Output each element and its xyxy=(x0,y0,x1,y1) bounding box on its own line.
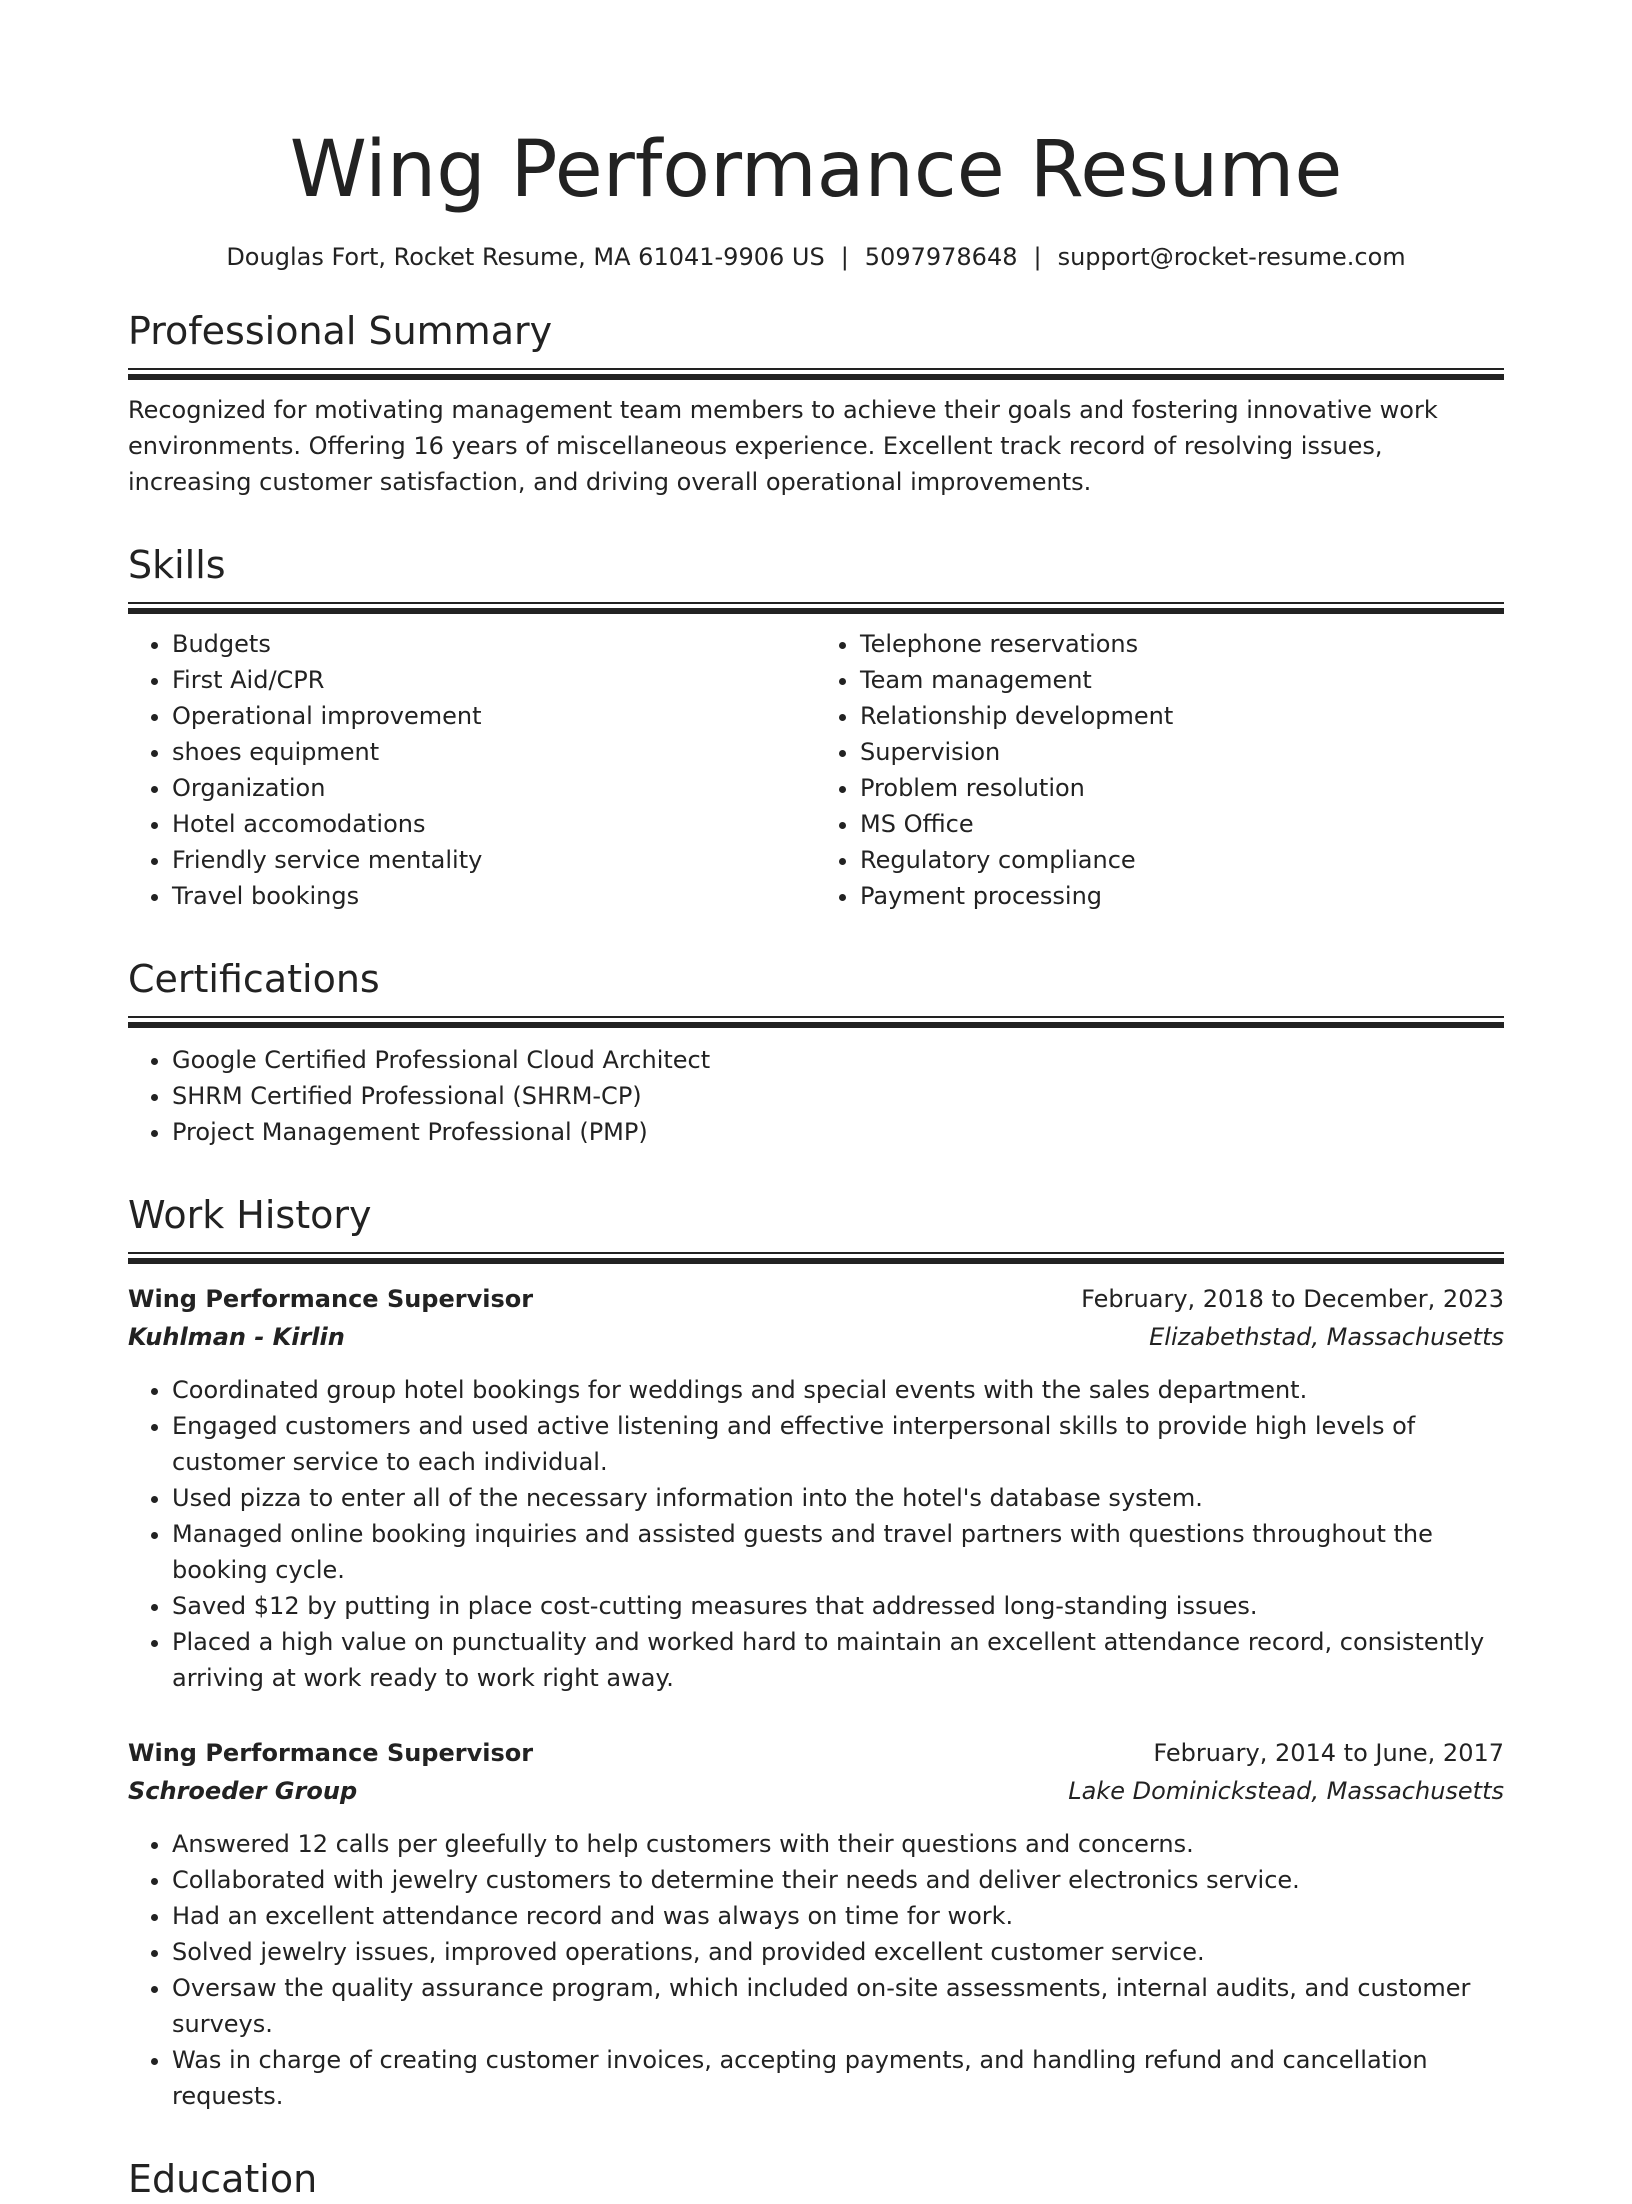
skills-column-right xyxy=(816,626,1504,914)
skill-item: • MS Office xyxy=(860,806,1504,842)
job-title: Wing Performance Supervisor xyxy=(128,1739,534,1767)
skills-list-right xyxy=(816,626,1504,914)
skill-item: • Friendly service mentality xyxy=(172,842,816,878)
resume-title: Wing Performance Resume xyxy=(289,125,1343,215)
job-company: Schroeder Group xyxy=(128,1777,358,1805)
summary-text: Recognized for motivating management team members to achieve their goals and fostering innovative work environments. Offering 16 years of miscellaneous experience. Excellent track record of resolving issues, increasing customer satisfaction, and driving overall operational improvements. xyxy=(128,396,1438,496)
skill-item: • Relationship development xyxy=(860,698,1504,734)
job-bullet: • Placed a high value on punctuality and worked hard to maintain an excellent attendance record, consistently arriving at work ready to work right away. xyxy=(172,1624,1504,1696)
contact-email: support@rocket-resume.com xyxy=(1057,243,1406,271)
job-bullet-list xyxy=(128,1826,1504,2114)
job-bullet: • Answered 12 calls per gleefully to help customers with their questions and concerns. xyxy=(172,1826,1504,1862)
skill-item: • Team management xyxy=(860,662,1504,698)
job-bullet: • Collaborated with jewelry customers to determine their needs and deliver electronics service. xyxy=(172,1862,1504,1898)
contact-line xyxy=(128,240,1504,274)
summary-section xyxy=(128,306,1504,500)
work-history-section xyxy=(128,1190,1504,2114)
job-company: Kuhlman - Kirlin xyxy=(128,1323,345,1351)
job-bullet: • Oversaw the quality assurance program, which included on-site assessments, internal audits, and customer surveys. xyxy=(172,1970,1504,2042)
work-history-heading: Work History xyxy=(128,1193,372,1237)
job-entry xyxy=(128,1280,1504,1696)
job-company-row xyxy=(128,1772,1504,1810)
skill-item: • Telephone reservations xyxy=(860,626,1504,662)
skill-item: • Budgets xyxy=(172,626,816,662)
job-location: Elizabethstad, Massachusetts xyxy=(1149,1323,1504,1351)
certifications-section xyxy=(128,954,1504,1150)
certifications-list xyxy=(128,1042,1504,1150)
job-entry xyxy=(128,1734,1504,2114)
job-bullet: • Solved jewelry issues, improved operations, and provided excellent customer service. xyxy=(172,1934,1504,1970)
job-company-row xyxy=(128,1318,1504,1356)
skill-item: • shoes equipment xyxy=(172,734,816,770)
certification-item: • Google Certified Professional Cloud Architect xyxy=(172,1042,1504,1078)
certifications-heading: Certifications xyxy=(128,957,380,1001)
job-bullet: • Had an excellent attendance record and was always on time for work. xyxy=(172,1898,1504,1934)
job-bullet: • Was in charge of creating customer invoices, accepting payments, and handling refund and cancellation requests. xyxy=(172,2042,1504,2114)
skill-item: • Payment processing xyxy=(860,878,1504,914)
skill-item: • Operational improvement xyxy=(172,698,816,734)
job-header-row xyxy=(128,1734,1504,1772)
skill-item: • Regulatory compliance xyxy=(860,842,1504,878)
job-bullet-list xyxy=(128,1372,1504,1696)
contact-phone: 5097978648 xyxy=(864,243,1018,271)
contact-separator: | xyxy=(1033,243,1042,271)
skills-column-left xyxy=(128,626,816,914)
job-dates: February, 2014 to June, 2017 xyxy=(1153,1739,1504,1767)
section-divider xyxy=(128,602,1504,614)
section-divider xyxy=(128,368,1504,380)
job-bullet: • Managed online booking inquiries and assisted guests and travel partners with questions throughout the booking cycle. xyxy=(172,1516,1504,1588)
job-dates: February, 2018 to December, 2023 xyxy=(1081,1285,1504,1313)
job-bullet: • Coordinated group hotel bookings for weddings and special events with the sales department. xyxy=(172,1372,1504,1408)
education-heading: Education xyxy=(128,2157,318,2201)
skills-section xyxy=(128,540,1504,914)
section-divider xyxy=(128,1016,1504,1028)
skill-item: • First Aid/CPR xyxy=(172,662,816,698)
skill-item: • Hotel accomodations xyxy=(172,806,816,842)
job-header-row xyxy=(128,1280,1504,1318)
skills-list-left xyxy=(128,626,816,914)
skill-item: • Organization xyxy=(172,770,816,806)
job-bullet: • Engaged customers and used active listening and effective interpersonal skills to provide high levels of customer service to each individual. xyxy=(172,1408,1504,1480)
skills-heading: Skills xyxy=(128,543,226,587)
section-divider xyxy=(128,1252,1504,1264)
job-bullet: • Saved $12 by putting in place cost-cutting measures that addressed long-standing issues. xyxy=(172,1588,1504,1624)
contact-separator: | xyxy=(840,243,849,271)
job-title: Wing Performance Supervisor xyxy=(128,1285,534,1313)
summary-heading: Professional Summary xyxy=(128,309,553,353)
certification-item: • SHRM Certified Professional (SHRM-CP) xyxy=(172,1078,1504,1114)
skill-item: • Supervision xyxy=(860,734,1504,770)
contact-address: Douglas Fort, Rocket Resume, MA 61041-9906 US xyxy=(226,243,825,271)
skill-item: • Travel bookings xyxy=(172,878,816,914)
certification-item: • Project Management Professional (PMP) xyxy=(172,1114,1504,1150)
skills-grid xyxy=(128,626,1504,914)
job-bullet: • Used pizza to enter all of the necessary information into the hotel's database system. xyxy=(172,1480,1504,1516)
skill-item: • Problem resolution xyxy=(860,770,1504,806)
education-section xyxy=(128,2154,1504,2204)
job-location: Lake Dominickstead, Massachusetts xyxy=(1068,1777,1504,1805)
